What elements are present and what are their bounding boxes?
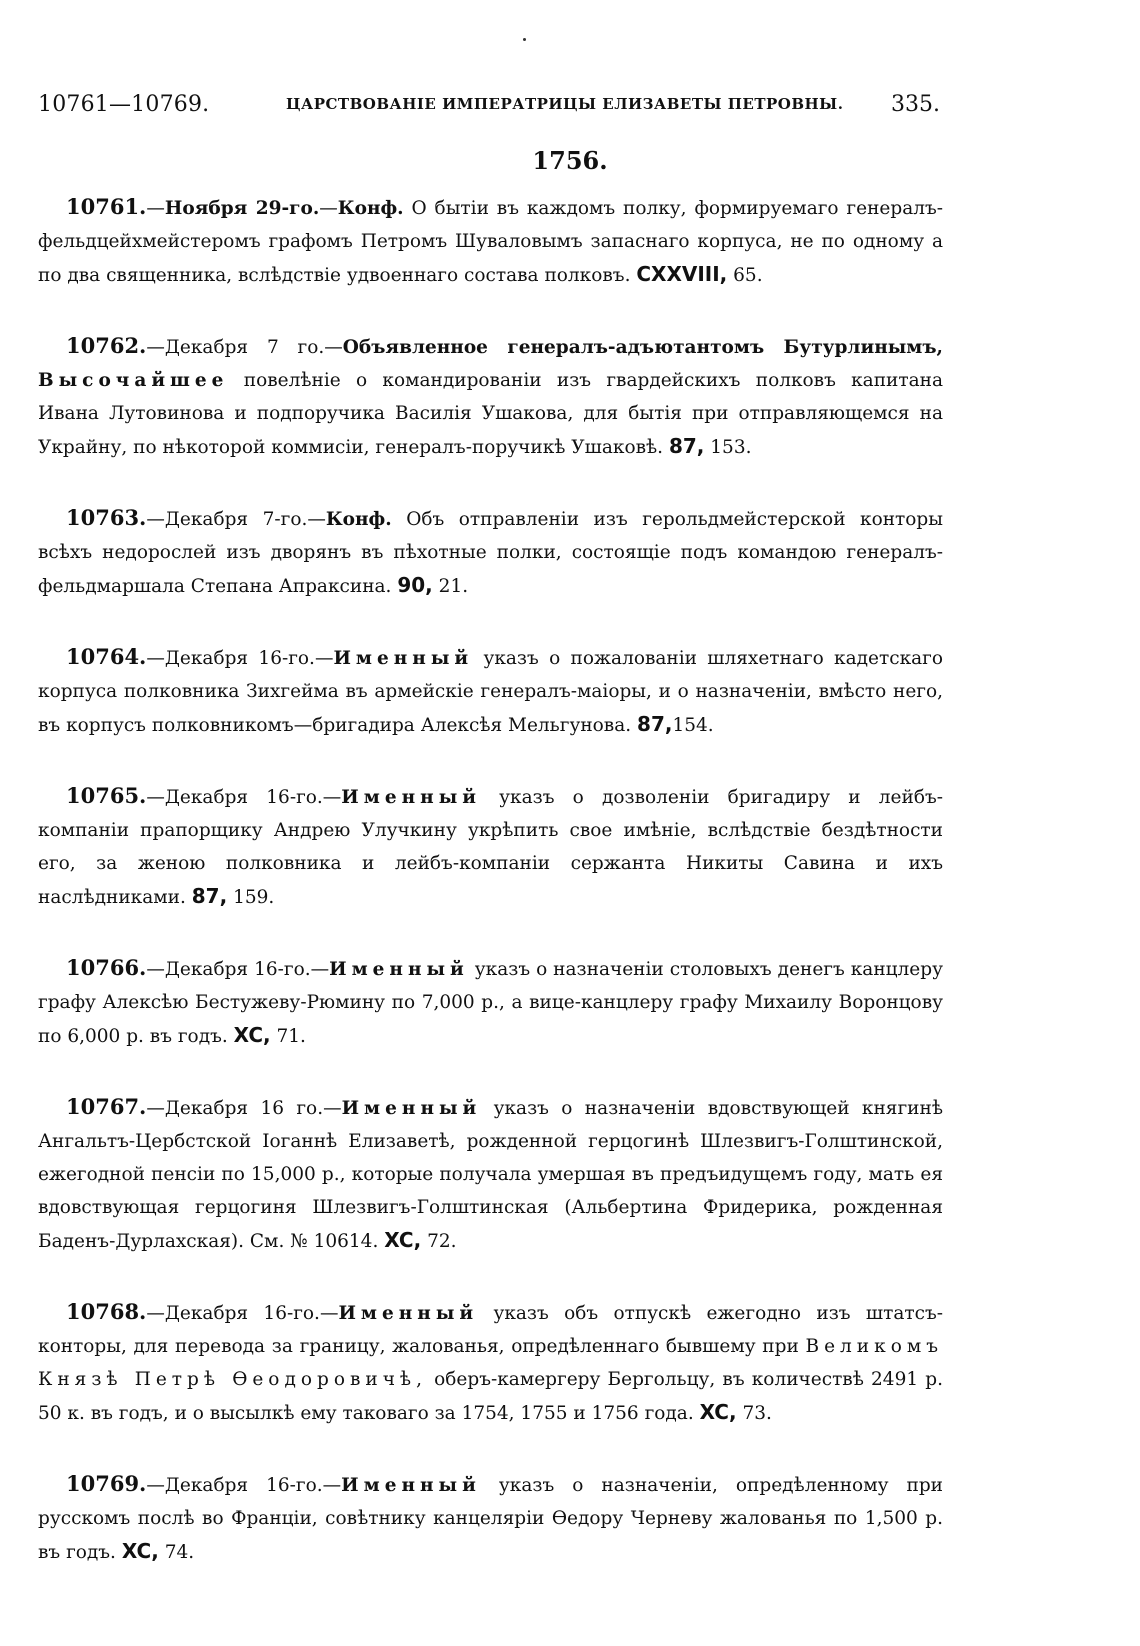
entry-range: 10761—10769.	[38, 92, 210, 117]
entry-number: 10768.	[66, 1299, 147, 1324]
entry-body: указъ о дозволеніи бригадиру и лейбъ-компаніи прапорщику Андрею Улучкину укрѣпить свое имѣніе, вслѣдствіе бездѣтности его, за женою полковника и лейбъ-компаніи сержанта Никиты Савина и ихъ наслѣдниками.	[38, 787, 943, 908]
entry-source: 90,	[397, 573, 433, 597]
print-speck	[523, 38, 526, 41]
entry-source: 87,	[668, 434, 705, 458]
entry-pages: 71.	[276, 1026, 306, 1047]
entry-pages: 153.	[710, 437, 752, 458]
entry-body: указъ о назначеніи вдовствующей княгинѣ Ангальтъ-Цербстской Іоганнѣ Елизаветѣ, рожденной герцогинѣ Шлезвигъ-Голштинской, ежегодной пенсіи по 15,000 р., которые получала умершая въ предъидущемъ году, мать ея вдовствующая герцогиня Шлезвигъ-Голштинская (Альбертина Фридерика, рожденная Баденъ-Дурлахская). См. № 10614.	[38, 1098, 943, 1252]
entry-pages: 65.	[733, 265, 763, 286]
entry-date: Декабря 7 го.	[164, 337, 325, 358]
entry-date: Декабря 16-го.	[164, 787, 323, 808]
entry-body-spaced: Великомъ Князѣ Петрѣ Өеодоровичѣ,	[38, 1336, 944, 1390]
entry-number: 10761.	[66, 194, 147, 219]
entry-number: 10767.	[66, 1094, 147, 1119]
entry-body: указъ объ отпускѣ ежегодно изъ штатсъ-конторы, для перевода за границу, жалованья, опредѣленнаго бывшему при	[38, 1303, 943, 1357]
entry: 10767.—Декабря 16 го.—Именный указъ о назначеніи вдовствующей княгинѣ Ангальтъ-Цербстской Іоганнѣ Елизаветѣ, рожденной герцогинѣ Шлезвигъ-Голштинской, ежегодной пенсіи по 15,000 р., которые получала умершая въ предъидущемъ году, мать ея вдовствующая герцогиня Шлезвигъ-Голштинская (Альбертина Фридерика, рожденная Баденъ-Дурлахская). См. № 10614. XC, 72.	[38, 1094, 943, 1252]
entry: 10763.—Декабря 7-го.—Конф. Объ отправленіи изъ герольдмейстерской конторы всѣхъ недорослей изъ дворянъ въ пѣхотные полки, состоящіе подъ командою генералъ-фельдмаршала Степана Апраксина. 90, 21.	[38, 505, 943, 597]
entry-number: 10769.	[66, 1471, 147, 1496]
entry-body: повелѣніе о командированіи изъ гвардейскихъ полковъ капитана Ивана Лутовинова и подпоручика Василія Ушакова, для бытія при отправляющемся на Украйну, по нѣкоторой коммисіи, генералъ-поручикѣ Ушаковѣ.	[38, 370, 944, 458]
entry-date: Ноября 29-го.	[164, 198, 320, 219]
entry: 10769.—Декабря 16-го.—Именный указъ о назначеніи, опредѣленному при русскомъ послѣ во Франціи, совѣтнику канцеляріи Өедору Черневу жалованья по 1,500 р. въ годъ. XC, 74.	[38, 1471, 944, 1563]
entry-number: 10762.	[66, 333, 147, 358]
running-title: ЦАРСТВОВАНІЕ ИМПЕРАТРИЦЫ ЕЛИЗАВЕТЫ ПЕТРОВНЫ.	[286, 95, 844, 113]
entry-type: Объявленное генералъ-адъютантомъ Бутурлинымъ,	[342, 337, 943, 358]
entry-source: 87,	[191, 884, 228, 908]
entry-pages: 73.	[742, 1403, 772, 1424]
entry-number: 10763.	[66, 505, 147, 530]
entry-type-spaced: Высочайшее	[38, 370, 229, 391]
entry: 10764.—Декабря 16-го.—Именный указъ о пожалованіи шляхетнаго кадетскаго корпуса полковника Зихгейма въ армейскіе генералъ-маіоры, и о назначеніи, вмѣсто него, въ корпусъ полковникомъ—бригадира Алексѣя Мельгунова. 87,154.	[38, 644, 943, 736]
entry-pages: 74.	[164, 1542, 195, 1563]
entry: 10766.—Декабря 16-го.—Именный указъ о назначеніи столовыхъ денегъ канцлеру графу Алексѣю Бестужеву-Рюмину по 7,000 р., а вице-канцлеру графу Михаилу Воронцову по 6,000 р. въ годъ. XC, 71.	[38, 955, 943, 1047]
entry-type: Именный	[341, 1098, 482, 1119]
entry-type: Именный	[338, 1303, 479, 1324]
entry-date: Декабря 7-го.	[164, 509, 308, 530]
entry-date: Декабря 16-го.	[164, 959, 311, 980]
entry-type: Конф.	[325, 509, 392, 530]
entry-pages: 154.	[672, 715, 714, 736]
entry-type: Конф.	[337, 198, 404, 219]
entry-number: 10765.	[66, 783, 147, 808]
entry: 10762.—Декабря 7 го.—Объявленное генералъ-адъютантомъ Бутурлинымъ, Высочайшее повелѣніе о командированіи изъ гвардейскихъ полковъ капитана Ивана Лутовинова и подпоручика Василія Ушакова, для бытія при отправляющемся на Украйну, по нѣкоторой коммисіи, генералъ-поручикѣ Ушаковѣ. 87, 153.	[38, 333, 944, 458]
entry-type: Именный	[341, 1475, 481, 1496]
entry-body: О бытіи въ каждомъ полку, формируемаго генералъ-фельдцейхмейстеромъ графомъ Петромъ Шуваловымъ запаснаго корпуса, не по одному а по два священника, вслѣдствіе удвоеннаго состава полковъ.	[38, 198, 943, 286]
entry-body-continued: оберъ-камергеру Бергольцу, въ количествѣ 2491 р. 50 к. въ годъ, и о высылкѣ ему таковаго за 1754, 1755 и 1756 года.	[38, 1369, 943, 1424]
entry-pages: 72.	[427, 1231, 457, 1252]
entries-list	[38, 190, 943, 1606]
entry-pages: 21.	[438, 576, 469, 597]
entry-type: Именный	[341, 787, 481, 808]
entry-source: CXXVIII,	[636, 262, 728, 286]
entry-source: XC,	[233, 1023, 271, 1047]
entry: 10765.—Декабря 16-го.—Именный указъ о дозволеніи бригадиру и лейбъ-компаніи прапорщику Андрею Улучкину укрѣпить свое имѣніе, вслѣдствіе бездѣтности его, за женою полковника и лейбъ-компаніи сержанта Никиты Савина и ихъ наслѣдниками. 87, 159.	[38, 783, 943, 908]
entry-pages: 159.	[233, 887, 275, 908]
year-heading: 1756.	[532, 146, 608, 175]
entry-date: Декабря 16 го.	[164, 1098, 324, 1119]
entry-body: указъ о назначеніи столовыхъ денегъ канцлеру графу Алексѣю Бестужеву-Рюмину по 7,000 р., а вице-канцлеру графу Михаилу Воронцову по 6,000 р. въ годъ.	[38, 959, 943, 1047]
entry-number: 10766.	[66, 955, 147, 980]
entry: 10768.—Декабря 16-го.—Именный указъ объ отпускѣ ежегодно изъ штатсъ-конторы, для перевода за границу, жалованья, опредѣленнаго бывшему при Великомъ Князѣ Петрѣ Өеодоровичѣ, оберъ-камергеру Бергольцу, въ количествѣ 2491 р. 50 к. въ годъ, и о высылкѣ ему таковаго за 1754, 1755 и 1756 года. XC, 73.	[38, 1299, 944, 1424]
entry-source: XC,	[384, 1228, 422, 1252]
running-header	[38, 92, 940, 128]
entry-number: 10764.	[66, 644, 147, 669]
entry-body: Объ отправленіи изъ герольдмейстерской конторы всѣхъ недорослей изъ дворянъ въ пѣхотные полки, состоящіе подъ командою генералъ-фельдмаршала Степана Апраксина.	[38, 509, 943, 597]
entry-body: указъ о пожалованіи шляхетнаго кадетскаго корпуса полковника Зихгейма въ армейскіе генералъ-маіоры, и о назначеніи, вмѣсто него, въ корпусъ полковникомъ—бригадира Алексѣя Мельгунова.	[38, 648, 943, 736]
entry-body: указъ о назначеніи, опредѣленному при русскомъ послѣ во Франціи, совѣтнику канцеляріи Өедору Черневу жалованья по 1,500 р. въ годъ.	[38, 1475, 944, 1563]
entry-type: Именный	[333, 648, 474, 669]
entry-date: Декабря 16-го.	[164, 648, 315, 669]
entry-type: Именный	[329, 959, 469, 980]
entry-source: 87,	[637, 712, 673, 736]
entry-date: Декабря 16-го.	[164, 1303, 320, 1324]
entry-date: Декабря 16-го.	[164, 1475, 323, 1496]
entry: 10761.—Ноября 29-го.—Конф. О бытіи въ каждомъ полку, формируемаго генералъ-фельдцейхмейстеромъ графомъ Петромъ Шуваловымъ запаснаго корпуса, не по одному а по два священника, вслѣдствіе удвоеннаго состава полковъ. CXXVIII, 65.	[38, 194, 943, 286]
entry-source: XC,	[699, 1400, 737, 1424]
page-number: 335.	[891, 92, 940, 117]
entry-source: XC,	[121, 1539, 159, 1563]
